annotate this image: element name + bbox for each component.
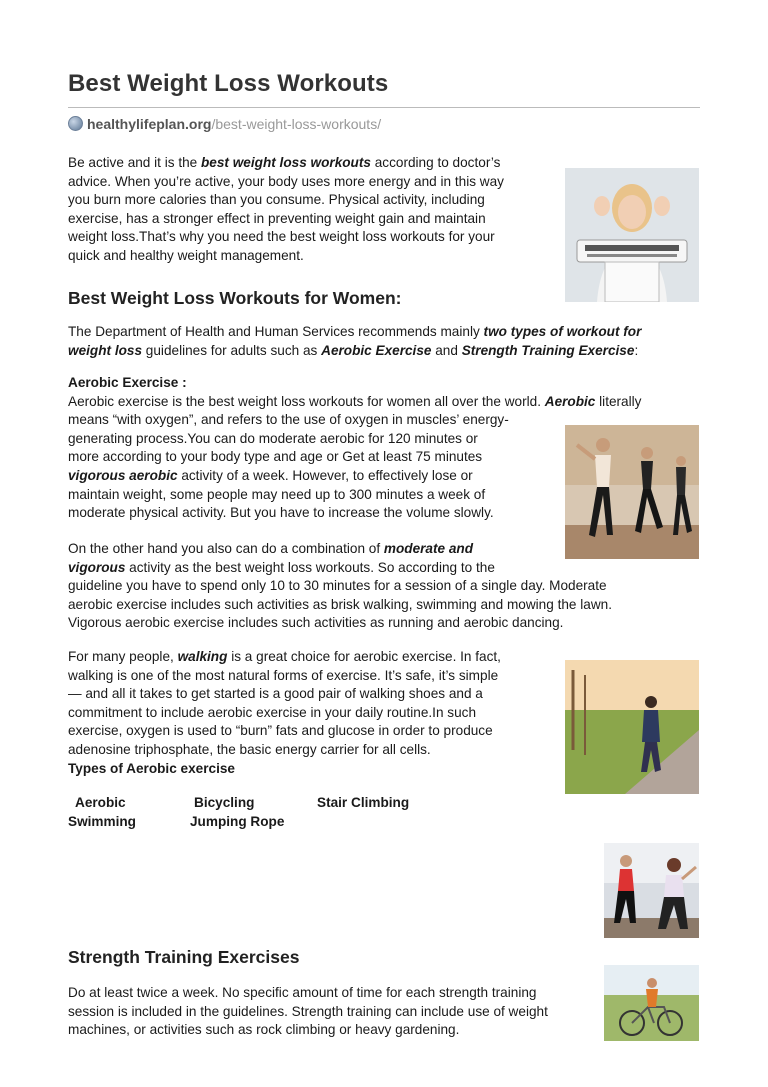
aerobic-class-photo (565, 425, 699, 559)
page-title: Best Weight Loss Workouts (68, 70, 389, 97)
intro-line: you burn more calories than you consume. Physical activity, including (68, 192, 485, 208)
walking-paragraph (68, 648, 548, 778)
source-link[interactable] (87, 116, 381, 132)
strength-emphasis: Strength Training Exercise (461, 342, 635, 358)
source-line (68, 115, 381, 133)
aerobic-emphasis: vigorous aerobic (68, 467, 178, 483)
aerobic-emphasis: Aerobic Exercise (321, 342, 432, 358)
aerobic-types-table (68, 793, 468, 833)
aerobic-line: generating process.You can do moderate aerobic for 120 minutes or (68, 430, 478, 446)
walking-line: walking is one of the most natural forms of exercise. It’s safe, it’s simple (68, 667, 499, 683)
walking-line: adenosine triphosphate, the basic energy carrier for all cells. (68, 741, 431, 757)
intro-line: exercise, has a stronger effect in preventing weight gain and maintain (68, 210, 486, 226)
section-heading-strength: Strength Training Exercises (68, 947, 300, 967)
aerobic-text: Aerobic exercise is the best weight loss workouts for women all over the world. (68, 393, 545, 409)
aerobic-line: means “with oxygen”, and refers to the use of oxygen in muscles’ energy- (68, 412, 509, 428)
walking-line: exercise, oxygen is used to “burn” fats and glucose in order to produce (68, 723, 493, 739)
walking-woman-photo (565, 660, 699, 794)
strength-line: Do at least twice a week. No specific amount of time for each strength training (68, 985, 537, 1000)
aerobic-line: moderate physical activity. But you have to increase the volume slowly. (68, 505, 494, 521)
walking-emphasis: walking (177, 649, 228, 664)
department-text: : (634, 342, 639, 358)
aerobic-line: maintain weight, some people may need up to 300 minutes a week of (68, 486, 486, 502)
strength-line: session is included in the guidelines. Strength training can include use of weight (68, 1003, 548, 1019)
department-text: and (431, 342, 462, 358)
combination-text: On the other hand you also can do a combination of (68, 541, 384, 556)
combination-line: Vigorous aerobic exercise includes such activities as running and aerobic dancing. (68, 615, 564, 631)
dance-class-photo (604, 843, 699, 938)
intro-line: weight loss.That’s why you need the best weight loss workouts for your (68, 229, 495, 245)
combination-emphasis: vigorous (68, 559, 126, 575)
combination-line: guideline you have to spend only 10 to 30 minutes for a session of a single day. Moderate (68, 578, 607, 594)
department-emphasis: weight loss (68, 342, 143, 358)
title-divider (68, 107, 700, 108)
section-heading-women: Best Weight Loss Workouts for Women: (68, 288, 402, 308)
type-stair-climbing: Stair Climbing (317, 795, 410, 810)
walking-text: is a great choice for aerobic exercise. In fact, (227, 649, 501, 664)
department-emphasis: two types of workout for (483, 324, 642, 339)
type-bicycling: Bicycling (194, 795, 255, 810)
aerobic-types-label: Types of Aerobic exercise (68, 760, 235, 776)
walking-line: — and all it takes to get started is a good pair of walking shoes and a (68, 686, 483, 702)
intro-line: quick and healthy weight management. (68, 247, 304, 263)
combination-paragraph (68, 540, 700, 633)
aerobic-emphasis: Aerobic (544, 393, 596, 409)
combination-text: activity as the best weight loss workouts. So according to the (125, 559, 495, 575)
type-swimming: Swimming (68, 814, 136, 829)
intro-emphasis: best weight loss workouts (201, 155, 371, 170)
department-text: guidelines for adults such as (142, 342, 322, 358)
strength-line: machines, or activities such as rock climbing or heavy gardening. (68, 1022, 460, 1038)
source-domain[interactable]: healthylifeplan.org (87, 116, 212, 132)
intro-line: advice. When you’re active, your body uses more energy and in this way (68, 173, 504, 189)
intro-paragraph (68, 154, 548, 266)
aerobic-label: Aerobic Exercise : (68, 375, 187, 390)
combination-line: aerobic exercise includes such activities as brisk walking, swimming and mowing the lawn. (68, 596, 612, 612)
type-jumping-rope: Jumping Rope (190, 814, 285, 829)
source-path[interactable]: /best-weight-loss-workouts/ (211, 116, 382, 132)
aerobic-text: activity of a week. However, to effectively lose or (177, 467, 473, 483)
combination-emphasis: moderate and (383, 541, 474, 556)
intro-text: according to doctor’s (370, 155, 501, 170)
department-paragraph (68, 323, 700, 360)
woman-on-scale-photo (565, 168, 699, 302)
aerobic-line: more according to your body type and age or Get at least 75 minutes (68, 449, 483, 465)
department-text: The Department of Health and Human Services recommends mainly (68, 324, 484, 339)
globe-icon (68, 116, 83, 131)
strength-paragraph (68, 984, 588, 1040)
walking-text: For many people, (68, 649, 178, 664)
cyclist-photo (604, 965, 699, 1041)
type-aerobic: Aerobic (75, 795, 126, 810)
walking-line: commitment to include aerobic exercise in your daily routine.In such (68, 704, 477, 720)
aerobic-text: literally (595, 393, 642, 409)
intro-text: Be active and it is the (68, 155, 201, 170)
